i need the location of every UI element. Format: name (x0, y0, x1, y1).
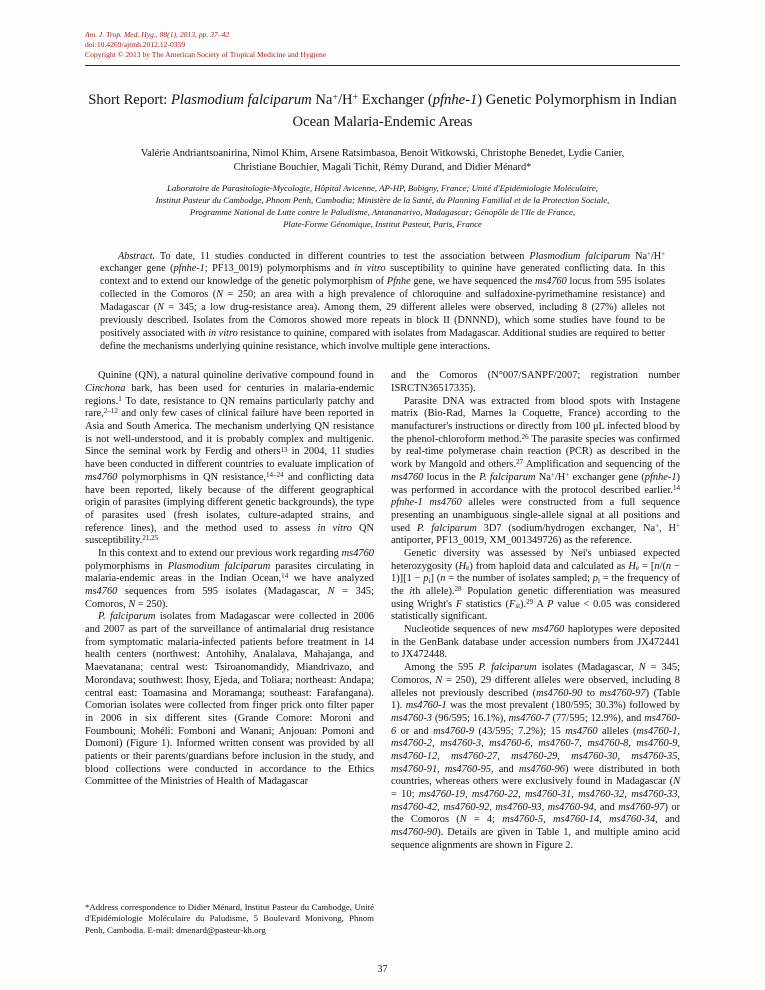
text-run: − 1)][1 − (391, 560, 681, 585)
text-run: Population genetic differentiation was measured using Wright's (391, 586, 681, 610)
text-run: n (440, 573, 446, 585)
text-run: ) was performed in accordance with the protocol described earlier. (391, 471, 681, 496)
affiliation-line: Programme National de Lutte contre le Paludisme, Antananarivo, Madagascar; Génopôle de l'Ile de France, (189, 207, 576, 218)
paragraph (85, 370, 374, 548)
text-run: , H (659, 522, 677, 534)
text-run: resistance to quinine, compared with isolates from Madagascar. Additional studies are required to better define the mechanisms underlying quinine resistance, which involve multiple gene interactions. (100, 327, 665, 352)
text-run: In this context and to extend our previous work regarding (98, 547, 342, 559)
text-run: ms4760-96 (518, 763, 565, 775)
text-run: P. falciparum (478, 662, 537, 674)
text-run: = 250; an area with a high prevalence of chloroquine and sulfadoxine-pyrimethamine resistance) and Madagascar ( (100, 289, 665, 313)
text-run: value < 0.05 was considered statistically significant. (391, 598, 680, 623)
text-run: + (352, 91, 359, 103)
text-run: ms4760-5, ms4760-14, ms4760-34, (502, 814, 658, 826)
text-run: Plasmodium falciparum (167, 560, 271, 572)
text-run: Among the 595 (404, 662, 479, 674)
paragraph (85, 611, 374, 789)
text-run: ) (Table 1). (391, 687, 681, 712)
text-run: F (508, 598, 516, 610)
text-run: Short Report: (88, 92, 171, 109)
text-run: N (128, 598, 136, 610)
text-run: H (458, 560, 467, 572)
text-run: ms4760 (341, 547, 374, 559)
text-run: Genetic diversity was assessed by Nei's unbiased expected heterozygosity ( (391, 547, 680, 572)
text-run: and (596, 801, 619, 813)
text-run: e (635, 564, 639, 573)
text-run: = 250), 29 different alleles were observed, including 8 alleles not previously described ( (391, 674, 680, 699)
text-run: was the most prevalent (180/595; 30.3%) followed by (446, 700, 680, 712)
text-run: and only few cases of clinical failure have been reported in Asia and South America. The mechanism underlying QN resistance is not well-understood, and it is probably complex and multigenic. Since the seminal work by Ferdig and others (85, 408, 374, 458)
text-run: pfnhe-1 (644, 471, 677, 483)
text-run: /H (650, 250, 662, 262)
text-run: Na (535, 471, 551, 483)
text-run: Nucleotide sequences of new (404, 624, 532, 636)
correspondence-footnote (85, 902, 374, 937)
text-run: + (565, 470, 570, 479)
text-run: 28 (454, 585, 462, 594)
text-run: /H (337, 92, 353, 109)
journal-doi: doi:10.4269/ajtmh.2012.12-0359 (85, 40, 186, 50)
paragraph (391, 548, 680, 624)
text-run: polymorphisms in (85, 560, 168, 572)
text-run: = 345; Comoros, (85, 586, 374, 610)
text-run: N (435, 674, 443, 686)
text-run: bark, has been used for centuries in malaria-endemic regions. (85, 383, 374, 407)
text-run: QN susceptibility. (85, 522, 374, 547)
text-run: in 2004, 11 studies have been conducted in different countries to evaluate implication of (85, 446, 374, 471)
text-run: Exchanger ( (358, 92, 433, 109)
two-column-body (85, 370, 680, 936)
author-line: Valérie Andriantsoanirina, Nimol Khim, Arsene Ratsimbasoa, Benoit Witkowski, Christophe Benedet, Lydie Canier, (140, 148, 625, 160)
text-run: 1 (118, 394, 122, 403)
text-run: (96/595; 16.1%), (431, 712, 509, 724)
text-run: we have analyzed (288, 573, 374, 585)
text-run: 2–12 (103, 407, 118, 416)
text-run: alleles ( (597, 725, 637, 737)
text-run: susceptibility to quinine have generated conflicting data. In this context and to extend our knowledge of the genetic polymorphism of (100, 263, 665, 288)
text-run: ms4760-6 (391, 712, 680, 737)
text-run: Pfnhe (386, 276, 411, 288)
text-run: = 4; (466, 814, 503, 826)
text-run: N (327, 586, 335, 598)
text-run: th allele). (412, 586, 455, 598)
text-run: st (515, 602, 521, 611)
text-run: and (493, 763, 519, 775)
text-run: = 345; Comoros, (391, 662, 681, 686)
author-line: Christiane Bouchier, Magali Tichit, Rémy Durand, and Didier Ménard* (233, 162, 532, 174)
text-run: 14 (672, 483, 680, 492)
text-run: Quinine (QN), a natural quinoline derivative compound found in (98, 370, 374, 382)
text-run: antiporter, PF13_0019, XM_001349726) as the reference. (391, 535, 632, 547)
text-run: ms4760-1, ms4760-2, ms4760-3, ms4760-6, ms4760-7, ms4760-8, ms4760-9, ms4760-12, ms4760-27, ms4760-29, ms4760-30, ms4760-35, ms4760-91, ms4760-95, (391, 725, 681, 775)
header-rule (85, 65, 680, 66)
text-run: ; PF13_0019) polymorphisms and (204, 263, 355, 275)
text-run: ms4760-19, ms4760-22, ms4760-31, ms4760-32, ms4760-33, ms4760-42, ms4760-92, ms4760-93, ms4760-94, (391, 789, 680, 813)
journal-masthead (85, 30, 680, 60)
text-run: Parasite DNA was extracted from blood spots with Instagene matrix (Bio-Rad, Marnes la Coquette, France) according to the manufacturer's instructions or directly from 100 μL infected blood by the phenol-chloroform method. (391, 395, 680, 445)
text-run: 14 (281, 572, 289, 581)
text-run: i (428, 576, 431, 585)
text-run: + (332, 91, 338, 103)
text-run: ] ( (430, 573, 441, 585)
text-run: e (466, 564, 470, 573)
text-run: alleles were constructed from a full sequence presenting an unambiguous single-allele signal at all positions and used (391, 497, 681, 534)
text-run: in vitro (317, 522, 352, 534)
text-run: F (455, 598, 463, 610)
text-run: = 345; a low drug-resistance area). Among them, 29 different alleles were observed, including 8 (27%) alleles not previously described. Isolates from the Comoros showed more repeats in block II (DNNND), which some studies have found to be positively associated with (100, 301, 665, 339)
text-run: N (216, 289, 223, 301)
text-run: ms4760-90 (536, 687, 583, 699)
text-run: N (459, 814, 467, 826)
text-run: N (157, 301, 164, 313)
paragraph (391, 396, 680, 548)
text-run: Na (311, 92, 333, 109)
journal-citation: Am. J. Trop. Med. Hyg., 88(1), 2013, pp. 37–42 (85, 30, 230, 39)
text-run: pfnhe-1 (173, 263, 205, 275)
text-run: Plasmodium falciparum (171, 92, 312, 109)
text-run: = the frequency of the (391, 573, 680, 598)
text-run: sequences from 595 isolates (Madagascar, (117, 586, 328, 598)
text-run: + (676, 521, 680, 530)
journal-copyright: Copyright © 2013 by The American Society of Tropical Medicine and Hygiene (85, 50, 327, 60)
text-run: to (582, 687, 600, 699)
text-run: 27 (516, 458, 524, 467)
text-run: N (638, 662, 646, 674)
text-run: + (655, 521, 660, 530)
text-run: + (550, 470, 555, 479)
paragraph (391, 662, 680, 852)
text-run: + (661, 250, 665, 258)
text-run: gene, we have sequenced the (410, 276, 536, 288)
text-run: n (665, 560, 672, 572)
text-run: 29 (526, 597, 534, 606)
text-run: or and (396, 725, 434, 737)
text-run: polymorphisms in QN resistance, (117, 471, 266, 483)
text-run: P. falciparum (479, 471, 536, 483)
text-run: ms4760-90 (391, 827, 438, 839)
text-run: ). Details are given in Table 1, and multiple amino acid sequence alignments are shown in Figure 2. (391, 827, 680, 851)
text-run: haplotypes were deposited in the GenBank database under accession numbers from JX472441 to JX472448. (391, 624, 680, 661)
text-run: ms4760-9 (433, 725, 475, 737)
text-run: *Address correspondence to Didier Ménard, Institut Pasteur du Cambodge, Unité d'Epidémiologie Moléculaire du Paludisme, 5 Boulevard Monivong, Phnom Penh, Cambodia. E-mail: dmenard@pasteur-kh.org (85, 901, 374, 935)
text-run: ms4760-97 (618, 801, 665, 813)
text-run: n (654, 560, 660, 572)
text-run: 21,25 (142, 534, 159, 543)
text-run: locus from 595 isolates collected in the Comoros ( (100, 276, 665, 301)
text-run: P (547, 598, 554, 610)
text-run: ) were distributed in both countries, whereas others were exclusively found in Madagascar ( (391, 763, 680, 788)
text-run: Cinchona (85, 383, 126, 395)
text-run: N (673, 776, 680, 788)
text-run: 14–24 (266, 470, 284, 479)
paragraph (85, 548, 374, 611)
text-run: in vitro (208, 327, 238, 339)
page-number: 37 (377, 964, 388, 975)
text-run: To date, 11 studies conducted in different countries to test the association between (155, 250, 530, 262)
text-run: ) or the Comoros ( (391, 801, 680, 826)
text-run: ms4760 (85, 471, 118, 483)
text-run: ms4760 (565, 725, 598, 737)
text-run: ms4760-7 (508, 712, 550, 724)
text-run: ) Genetic Polymorphism in Indian Ocean Malaria-Endemic Areas (292, 92, 677, 131)
text-run: pfnhe-1 (432, 92, 478, 109)
text-run: H (628, 560, 636, 572)
text-run: = [ (639, 560, 655, 572)
text-run: p (423, 573, 429, 585)
text-run: Na (630, 250, 647, 262)
text-run: pfnhe-1 ms4760 (391, 497, 462, 509)
text-run: ms4760 (531, 624, 565, 636)
text-run: To date, resistance to QN remains particularly patchy and rare, (85, 395, 374, 420)
text-run: = 10; (391, 789, 419, 801)
text-run: ) from haploid data and calculated as (469, 560, 629, 572)
abstract (100, 251, 665, 354)
text-run: P. falciparum (98, 611, 156, 623)
text-run: ms4760-97 (599, 687, 646, 699)
text-run: 26 (521, 432, 529, 441)
text-run: The parasite species was confirmed by real-time polymerase chain reaction (PCR) as described in the work by Mangold and others. (391, 433, 680, 471)
text-run: ms4760 (535, 276, 567, 288)
text-run: /H (554, 471, 566, 483)
text-run: p (592, 573, 598, 585)
text-run: and conflicting data have been reported, likely because of the different geographical origin of parasites (implying different genetic backgrounds), the type of parasites used (fresh isolates, culture-adapted strains, and reference lines), and the method used to assess (85, 471, 374, 534)
left-column (85, 370, 374, 936)
text-run: statistics ( (462, 598, 509, 610)
text-run: /( (659, 560, 666, 572)
text-run: Amplification and sequencing of the (523, 459, 680, 471)
affiliation-line: Plate-Forme Génomique, Institut Pasteur, Paris, France (283, 218, 482, 229)
text-run: exchanger gene ( (569, 471, 645, 483)
text-run: Abstract. (118, 250, 156, 262)
text-run: 3D7 (sodium/hydrogen exchanger, Na (476, 522, 656, 534)
affiliation-line: Institut Pasteur du Cambodge, Phnom Penh, Cambodia; Ministère de la Santé, du Planning Familial et de la Protection Sociale, (155, 195, 610, 206)
affiliations (85, 183, 680, 230)
affiliation-line: Laboratoire de Parasitologie-Mycologie, Hôpital Avicenne, AP-HP, Bobigny, France; Unité d'Epidémiologie Moléculaire, (167, 183, 598, 194)
text-run: exchanger gene ( (100, 263, 174, 275)
text-run: ms4760-3 (391, 712, 432, 724)
text-run: ). (520, 598, 527, 610)
paragraph (391, 624, 680, 662)
text-run: isolates from Madagascar were collected in 2006 and 2007 as part of the surveillance of antimalarial drug resistance from symptomatic malaria-infected patients before treatment in 14 health centers (northwest: Antohihy, Analalava, Mahajanga, and Maevatanana; central west: Tsiroanomandidy, Miandrivazo, and Morondava; southwest: Ihosy, Ejeda, and Toliara; northeast: Andapa; central east: Toamasina and Moramanga; southeast: Farafangana). Comorian isolates were collected from finger prick onto filter paper in 2006 in six different sites (Grande Comore: Moroni and Foumbouni; Mohéli: Fomboni and Wanani; Anjouan: Pomoni and Domoni) (Figure 1). Informed written consent was provided by all patients or their parents/guardians before inclusion in the study, and blood collections were conducted in accordance to the Ethics Committee of the Ministries of Health of Madagascar (85, 611, 374, 788)
text-run: P. falciparum (416, 522, 477, 534)
text-run: parasites circulating in malaria-endemic areas in the Indian Ocean, (85, 560, 374, 585)
text-run: = the number of isolates sampled; (445, 573, 593, 585)
text-run: (77/595; 12.9%), and (549, 712, 645, 724)
text-run: and (657, 814, 680, 826)
article-title (85, 89, 680, 133)
text-run: = 250). (135, 598, 168, 610)
text-run: in vitro (354, 263, 386, 275)
text-run: and the Comoros (N°007/SANPF/2007; registration number ISRCTN36517335). (391, 370, 680, 395)
text-run: i (598, 576, 600, 585)
text-run: locus in the (423, 471, 480, 483)
author-list (85, 147, 680, 175)
text-run: 13 (280, 445, 288, 454)
text-run: A (533, 598, 548, 610)
paragraph (391, 370, 680, 395)
text-run: Plasmodium falciparum (529, 250, 631, 262)
text-run: ms4760-1 (405, 700, 447, 712)
text-run: ms4760 (85, 586, 118, 598)
text-run: + (646, 250, 651, 258)
text-run: ms4760 (391, 471, 424, 483)
text-run: isolates (Madagascar, (536, 662, 639, 674)
right-column (391, 370, 680, 936)
text-run: i (409, 586, 413, 598)
text-run: (43/595; 7.2%); 15 (474, 725, 566, 737)
